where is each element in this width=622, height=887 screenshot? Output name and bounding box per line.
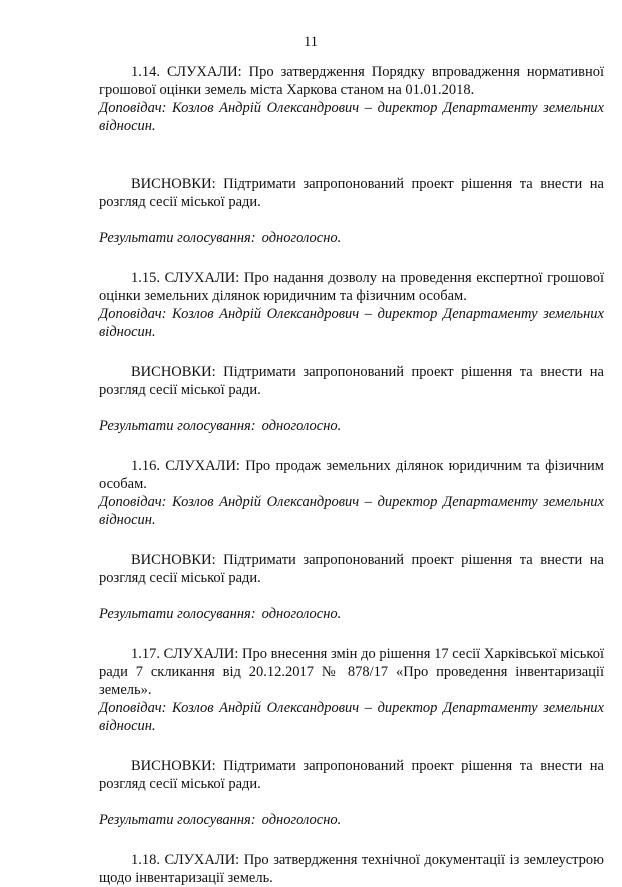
results-value: одноголосно.: [261, 230, 342, 246]
results-value: одноголосно.: [261, 606, 342, 622]
heard-paragraph: 1.17. СЛУХАЛИ: Про внесення змін до рішення 17 сесії Харківської міської ради 7 скликання від 20.12.2017 № 878/17 «Про проведення інвентаризації земель».: [99, 646, 604, 698]
page-number: 11: [304, 34, 318, 50]
speaker-name: Козлов Андрій Олександрович – директор Департаменту земельних відносин.: [99, 700, 604, 734]
heard-paragraph: 1.14. СЛУХАЛИ: Про затвердження Порядку впровадження нормативної грошової оцінки земель міста Харкова станом на 01.01.2018.: [99, 64, 604, 98]
voting-results: [99, 229, 604, 247]
results-label: Результати голосування:: [99, 418, 256, 434]
agenda-item: [99, 851, 604, 887]
minutes-content: [99, 63, 604, 887]
speaker-name: Козлов Андрій Олександрович – директор Департаменту земельних відносин.: [99, 100, 604, 134]
speaker-label: Доповідач:: [99, 494, 167, 510]
speaker-line: [99, 305, 604, 341]
results-label: Результати голосування:: [99, 606, 256, 622]
voting-results: [99, 605, 604, 623]
agenda-item: [99, 63, 604, 269]
agenda-item: [99, 269, 604, 457]
voting-results: [99, 811, 604, 829]
speaker-label: Доповідач:: [99, 306, 167, 322]
results-value: одноголосно.: [261, 812, 342, 828]
heard-paragraph: 1.15. СЛУХАЛИ: Про надання дозволу на проведення експертної грошової оцінки земельних ділянок юридичним та фізичним особам.: [99, 270, 604, 304]
results-value: одноголосно.: [261, 418, 342, 434]
speaker-line: [99, 99, 604, 135]
results-label: Результати голосування:: [99, 812, 256, 828]
agenda-item: [99, 645, 604, 851]
agenda-item: [99, 457, 604, 645]
speaker-label: Доповідач:: [99, 100, 167, 116]
conclusion-paragraph: ВИСНОВКИ: Підтримати запропонований проект рішення та внести на розгляд сесії міської ради.: [99, 758, 604, 792]
speaker-label: Доповідач:: [99, 700, 167, 716]
speaker-line: [99, 493, 604, 529]
conclusion-paragraph: ВИСНОВКИ: Підтримати запропонований проект рішення та внести на розгляд сесії міської ради.: [99, 552, 604, 586]
speaker-name: Козлов Андрій Олександрович – директор Департаменту земельних відносин.: [99, 306, 604, 340]
speaker-name: Козлов Андрій Олександрович – директор Департаменту земельних відносин.: [99, 494, 604, 528]
conclusion-paragraph: ВИСНОВКИ: Підтримати запропонований проект рішення та внести на розгляд сесії міської ради.: [99, 176, 604, 210]
voting-results: [99, 417, 604, 435]
heard-paragraph: 1.16. СЛУХАЛИ: Про продаж земельних ділянок юридичним та фізичним особам.: [99, 458, 604, 492]
speaker-line: [99, 699, 604, 735]
conclusion-paragraph: ВИСНОВКИ: Підтримати запропонований проект рішення та внести на розгляд сесії міської ради.: [99, 364, 604, 398]
results-label: Результати голосування:: [99, 230, 256, 246]
heard-paragraph: 1.18. СЛУХАЛИ: Про затвердження технічної документації із землеустрою щодо інвентаризації земель.: [99, 852, 604, 886]
